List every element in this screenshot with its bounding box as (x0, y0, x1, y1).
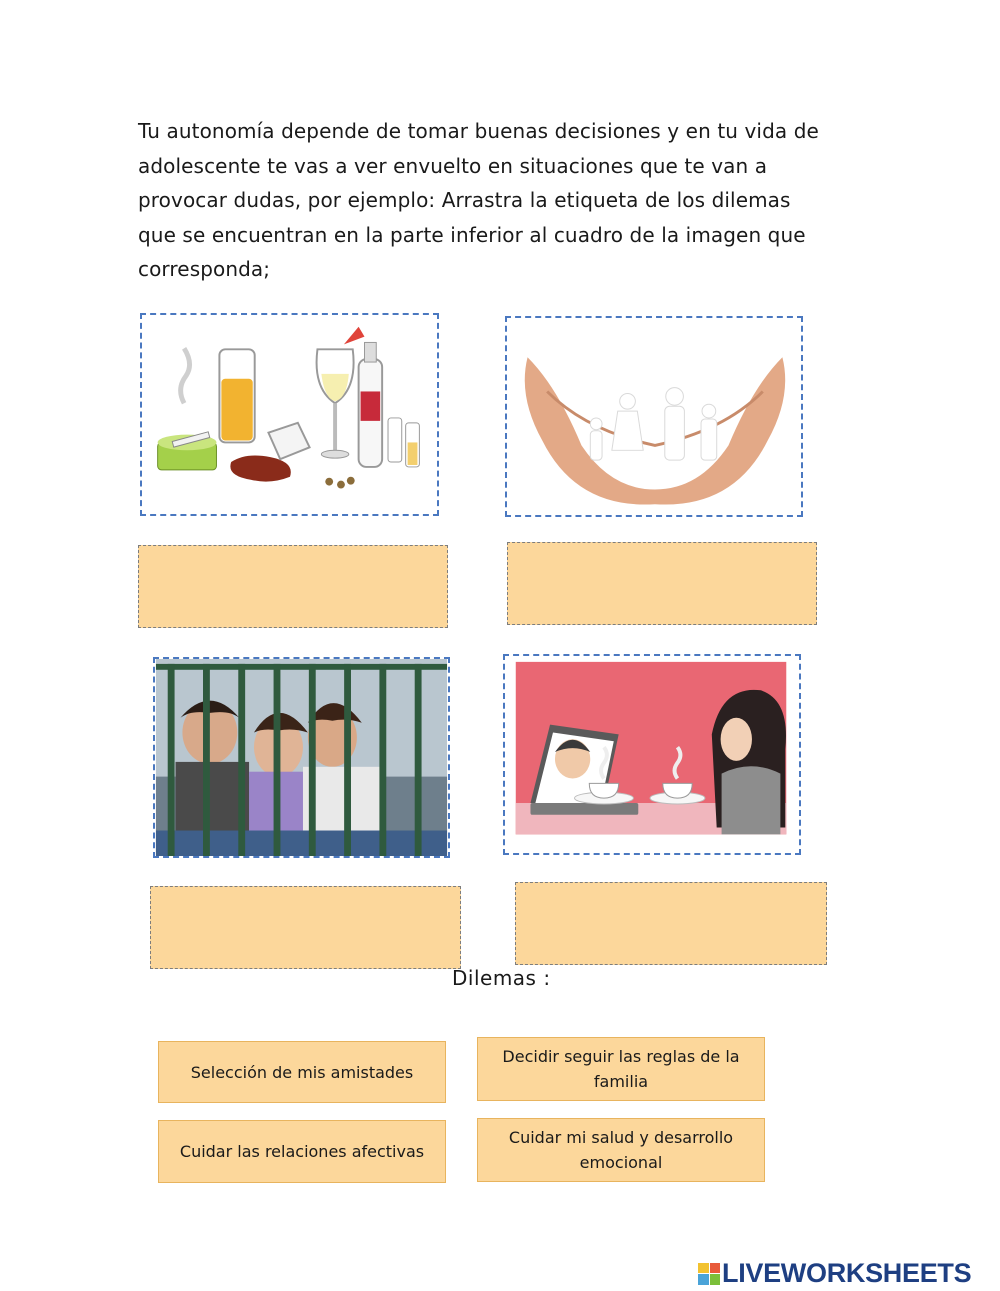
dilemas-heading: Dilemas : (452, 966, 551, 990)
drop-zone-1[interactable] (138, 545, 448, 628)
hands-family-icon (507, 318, 801, 515)
image-online-date (503, 654, 801, 855)
instructions-line: provocar dudas, por ejemplo: Arrastra la etiqueta de los dilemas (138, 188, 791, 212)
online-date-icon (505, 656, 799, 853)
drop-zone-2[interactable] (507, 542, 817, 625)
tag-label: Cuidar las relaciones afectivas (179, 1142, 425, 1161)
logo-blocks-icon (698, 1263, 720, 1285)
tag-label: Cuidar mi salud y desarrollo emocional (508, 1128, 734, 1172)
instructions-line: Tu autonomía depende de tomar buenas decisiones y en tu vida de (138, 119, 819, 143)
tag-seleccion-amistades[interactable] (158, 1041, 446, 1103)
instructions-line: adolescente te vas a ver envuelto en situaciones que te van a (138, 153, 768, 178)
image-hands-family (505, 316, 803, 517)
image-teens-bars (153, 657, 450, 858)
tag-relaciones-afectivas[interactable] (158, 1120, 446, 1183)
teens-bars-icon (155, 659, 448, 856)
liveworksheets-logo (698, 1258, 971, 1289)
tag-label: Decidir seguir las reglas de la familia (502, 1047, 740, 1091)
instructions-line: que se encuentran en la parte inferior al cuadro de la imagen que (138, 222, 806, 247)
logo-text: LIVEWORKSHEETS (722, 1258, 972, 1288)
drop-zone-4[interactable] (515, 882, 827, 965)
image-alcohol-tobacco (140, 313, 439, 516)
tag-reglas-familia[interactable] (477, 1037, 765, 1101)
instructions-text (138, 114, 858, 287)
alcohol-tobacco-icon (142, 315, 437, 514)
tag-label: Selección de mis amistades (190, 1062, 414, 1082)
drop-zone-3[interactable] (150, 886, 461, 969)
tag-salud-desarrollo[interactable] (477, 1118, 765, 1182)
instructions-line: corresponda; (138, 257, 271, 281)
